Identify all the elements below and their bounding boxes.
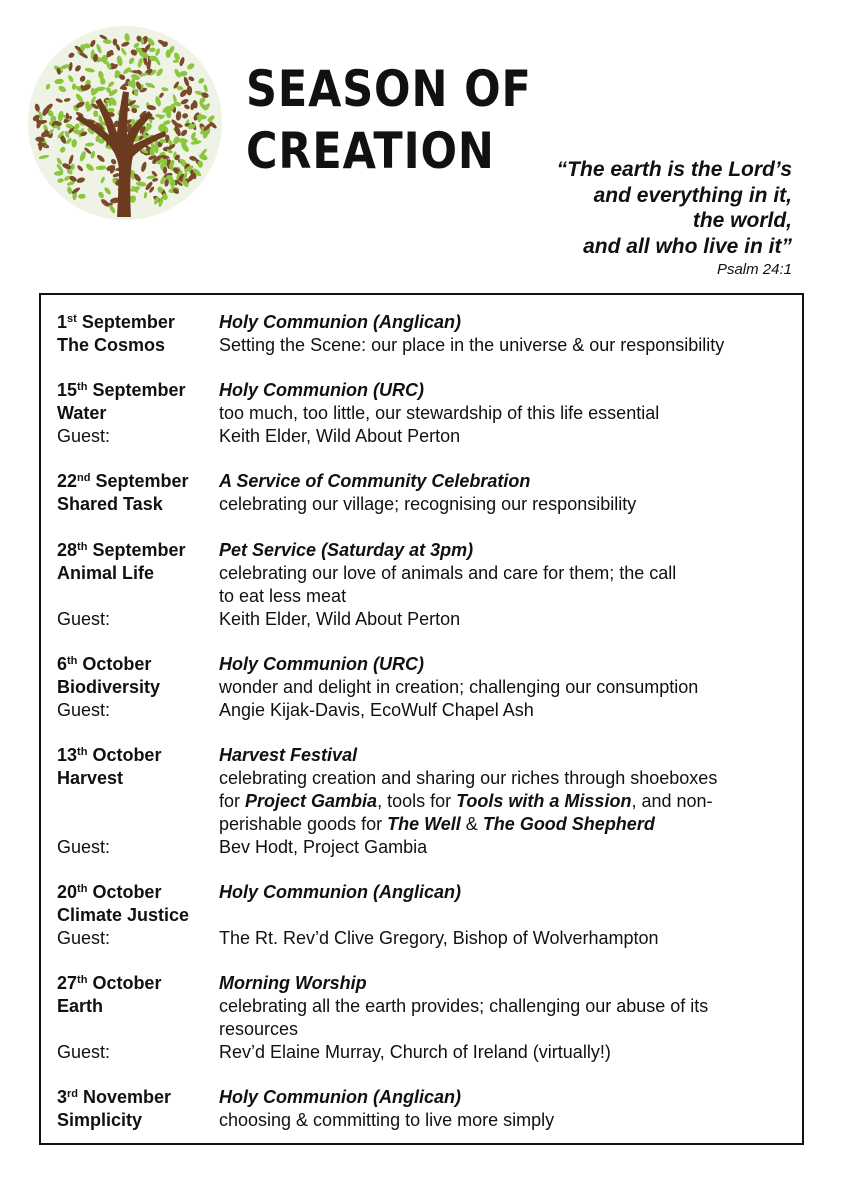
guest-label: Guest: bbox=[57, 1042, 111, 1062]
partner-project-gambia: Project Gambia bbox=[245, 791, 378, 811]
quote-reference: Psalm 24:1 bbox=[716, 261, 792, 278]
guest-label: Guest: bbox=[57, 700, 111, 720]
leaf-mark bbox=[146, 62, 150, 71]
entry-theme: Harvest bbox=[57, 768, 124, 788]
entry-theme: Earth bbox=[57, 996, 104, 1016]
guest-name: The Rt. Rev’d Clive Gregory, Bishop of Wolverhampton bbox=[219, 928, 659, 948]
leaf-mark bbox=[154, 144, 159, 154]
guest-label: Guest: bbox=[57, 426, 111, 446]
service-description: celebrating all the earth provides; challenging our abuse of its bbox=[219, 996, 709, 1016]
entry-date: 1st September bbox=[57, 312, 175, 332]
title-line-1: SEASON OF bbox=[246, 60, 532, 118]
service-description: Setting the Scene: our place in the universe & our responsibility bbox=[219, 335, 725, 355]
entry-theme: Simplicity bbox=[57, 1110, 143, 1130]
leaf-mark bbox=[141, 38, 144, 44]
programme-entry bbox=[57, 881, 797, 950]
programme-box bbox=[39, 293, 804, 1145]
service-description: celebrating our love of animals and care for them; the call bbox=[219, 563, 677, 583]
programme-entry bbox=[57, 1086, 797, 1132]
programme-entry bbox=[57, 379, 797, 448]
entry-theme: Animal Life bbox=[57, 563, 155, 583]
title-line-2: CREATION bbox=[246, 122, 495, 180]
partner-tools-with-a-mission: Tools with a Mission bbox=[456, 791, 632, 811]
entry-theme: Shared Task bbox=[57, 494, 163, 514]
guest-label: Guest: bbox=[57, 837, 111, 857]
programme-entry bbox=[57, 972, 797, 1064]
entry-theme: Water bbox=[57, 403, 107, 423]
quote-line: the world, bbox=[692, 209, 792, 232]
guest-name: Keith Elder, Wild About Perton bbox=[219, 426, 461, 446]
guest-name: Bev Hodt, Project Gambia bbox=[219, 837, 428, 857]
entry-theme: Biodiversity bbox=[57, 677, 161, 697]
service-description: for Project Gambia, tools for Tools with a Mission, and non- bbox=[219, 791, 713, 811]
leaf-mark bbox=[107, 108, 114, 113]
scripture-quote bbox=[557, 157, 792, 281]
entry-theme: Climate Justice bbox=[57, 905, 190, 925]
service-description: celebrating our village; recognising our responsibility bbox=[219, 494, 637, 514]
service-title: Holy Communion (URC) bbox=[219, 380, 424, 400]
service-description: perishable goods for The Well & The Good Shepherd bbox=[219, 814, 655, 834]
guest-name: Rev’d Elaine Murray, Church of Ireland (virtually!) bbox=[219, 1042, 611, 1062]
entry-date: 28th September bbox=[57, 540, 186, 560]
partner-the-good-shepherd: The Good Shepherd bbox=[482, 814, 655, 834]
entry-date: 13th October bbox=[57, 745, 162, 765]
service-description: wonder and delight in creation; challenging our consumption bbox=[219, 677, 699, 697]
service-description: resources bbox=[219, 1019, 299, 1039]
service-title: Holy Communion (Anglican) bbox=[219, 312, 461, 332]
service-title: Holy Communion (URC) bbox=[219, 654, 424, 674]
service-title: Pet Service (Saturday at 3pm) bbox=[219, 540, 474, 560]
service-description: celebrating creation and sharing our riches through shoeboxes bbox=[219, 768, 718, 788]
service-title: A Service of Community Celebration bbox=[219, 471, 531, 491]
tree-logo bbox=[26, 24, 224, 222]
programme-entry bbox=[57, 653, 797, 722]
entry-theme: The Cosmos bbox=[57, 335, 166, 355]
service-title: Holy Communion (Anglican) bbox=[219, 1087, 461, 1107]
entry-date: 6th October bbox=[57, 654, 152, 674]
entry-date: 27th October bbox=[57, 973, 162, 993]
programme-entry bbox=[57, 470, 797, 516]
guest-name: Angie Kijak-Davis, EcoWulf Chapel Ash bbox=[219, 700, 534, 720]
guest-label: Guest: bbox=[57, 609, 111, 629]
service-title: Harvest Festival bbox=[219, 745, 358, 765]
page-title bbox=[246, 58, 532, 182]
service-description: to eat less meat bbox=[219, 586, 347, 606]
quote-line: and all who live in it” bbox=[583, 234, 792, 258]
service-title: Holy Communion (Anglican) bbox=[219, 882, 461, 902]
quote-line: and everything in it, bbox=[593, 183, 792, 207]
entry-date: 22nd September bbox=[57, 471, 189, 491]
service-description: too much, too little, our stewardship of this life essential bbox=[219, 403, 660, 423]
entry-date: 15th September bbox=[57, 380, 186, 400]
programme-entry bbox=[57, 744, 797, 859]
entry-date: 3rd November bbox=[57, 1087, 172, 1107]
quote-line: “The earth is the Lord’s bbox=[556, 158, 792, 181]
service-title: Morning Worship bbox=[219, 973, 367, 993]
guest-name: Keith Elder, Wild About Perton bbox=[219, 609, 461, 629]
programme-entry bbox=[57, 539, 797, 631]
partner-the-well: The Well bbox=[387, 814, 461, 834]
programme-entry bbox=[57, 311, 797, 357]
service-description: choosing & committing to live more simply bbox=[219, 1110, 555, 1130]
entry-date: 20th October bbox=[57, 882, 162, 902]
guest-label: Guest: bbox=[57, 928, 111, 948]
leaf-mark bbox=[93, 110, 98, 117]
